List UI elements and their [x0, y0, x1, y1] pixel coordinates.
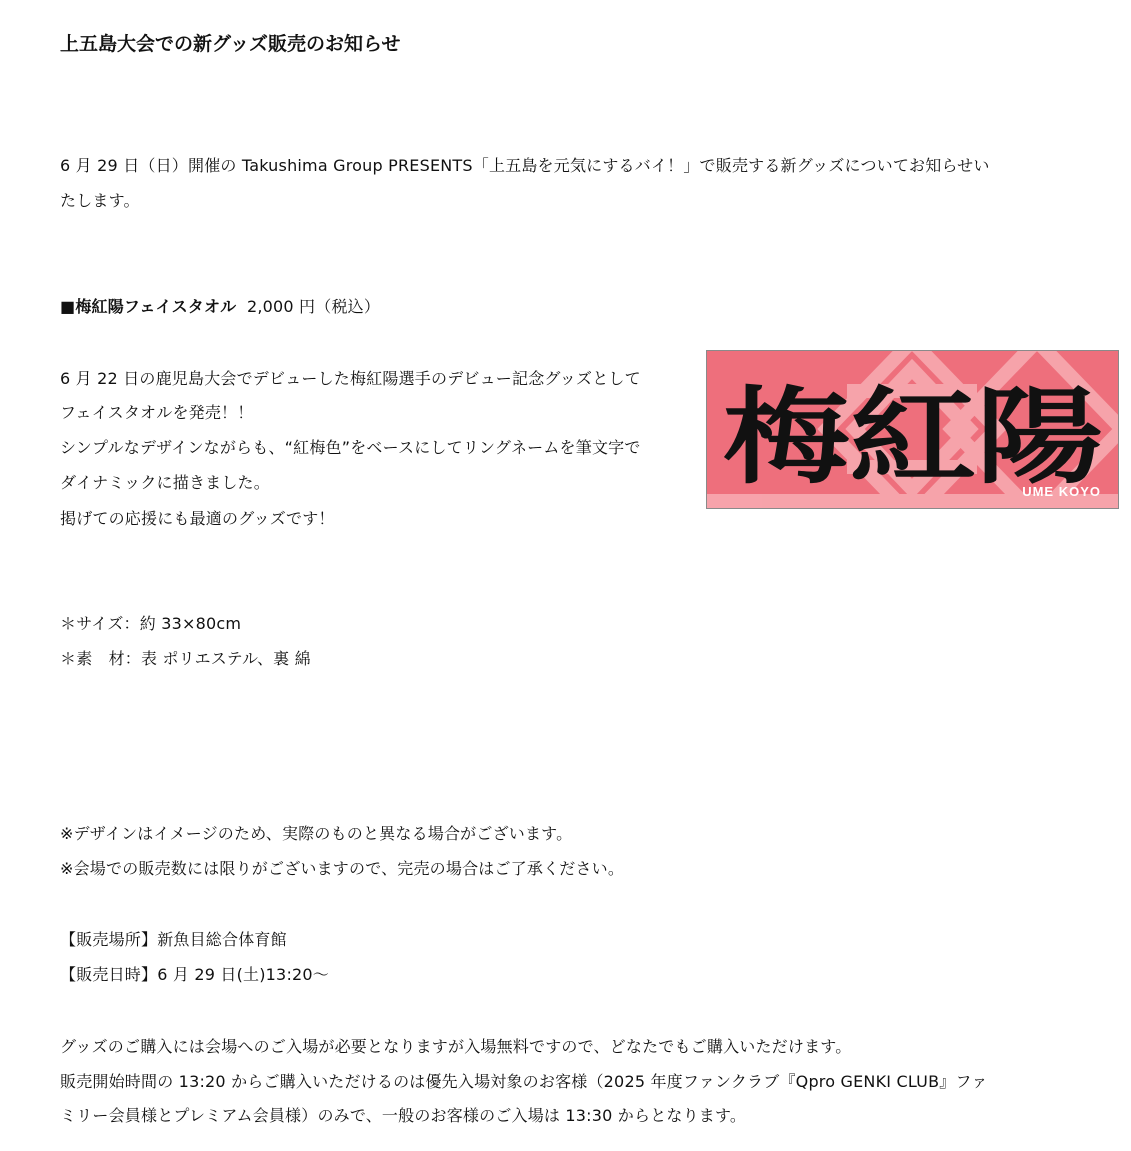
description-line: ダイナミックに描きました。	[60, 473, 270, 492]
product-name: 梅紅陽フェイスタオル	[75, 297, 237, 316]
spec-material: ＊素 材：表 ポリエステル、裏 綿	[60, 649, 311, 668]
page-title: 上五島大会での新グッズ販売のお知らせ	[60, 33, 401, 55]
description-line: 掲げての応援にも最適のグッズです！	[60, 509, 335, 528]
note-line: ※デザインはイメージのため、実際のものと異なる場合がございます。	[60, 824, 573, 843]
product-price: 2,000 円（税込）	[246, 297, 381, 316]
intro-line-2: たします。	[60, 191, 140, 210]
towel-kanji-text: 梅紅陽	[723, 375, 1103, 498]
towel-romaji-text: UME KOYO	[1022, 484, 1101, 499]
description-line: シンプルなデザインながらも、“紅梅色”をベースにしてリングネームを筆文字で	[60, 438, 641, 457]
sales-location: 【販売場所】新魚目総合体育館	[60, 930, 287, 949]
purchase-info-line: ミリー会員様とプレミアム会員様）のみで、一般のお客様のご入場は 13:30 からとなります。	[60, 1106, 747, 1125]
purchase-info-line: 販売開始時間の 13:20 からご購入いただけるのは優先入場対象のお客様（2025 年度ファンクラブ『Qpro GENKI CLUB』ファ	[60, 1072, 988, 1091]
description-line: 6 月 22 日の鹿児島大会でデビューした梅紅陽選手のデビュー記念グッズとして	[60, 369, 641, 388]
sales-datetime: 【販売日時】6 月 29 日(土)13:20～	[60, 965, 329, 984]
purchase-info-line: グッズのご購入には会場へのご入場が必要となりますが入場無料ですので、どなたでもご購入いただけます。	[60, 1037, 852, 1056]
towel-artwork	[707, 351, 1118, 508]
description-line: フェイスタオルを発売！！	[60, 403, 254, 422]
product-marker: ■	[60, 297, 76, 316]
intro-line-1: 6 月 29 日（日）開催の Takushima Group PRESENTS「上五島を元気にするバイ！」で販売する新グッズについてお知らせい	[60, 156, 990, 175]
spec-size: ＊サイズ：約 33×80cm	[60, 614, 242, 633]
face-towel-image	[706, 350, 1119, 509]
note-line: ※会場での販売数には限りがございますので、完売の場合はご了承ください。	[60, 859, 625, 878]
product-heading	[60, 295, 380, 319]
